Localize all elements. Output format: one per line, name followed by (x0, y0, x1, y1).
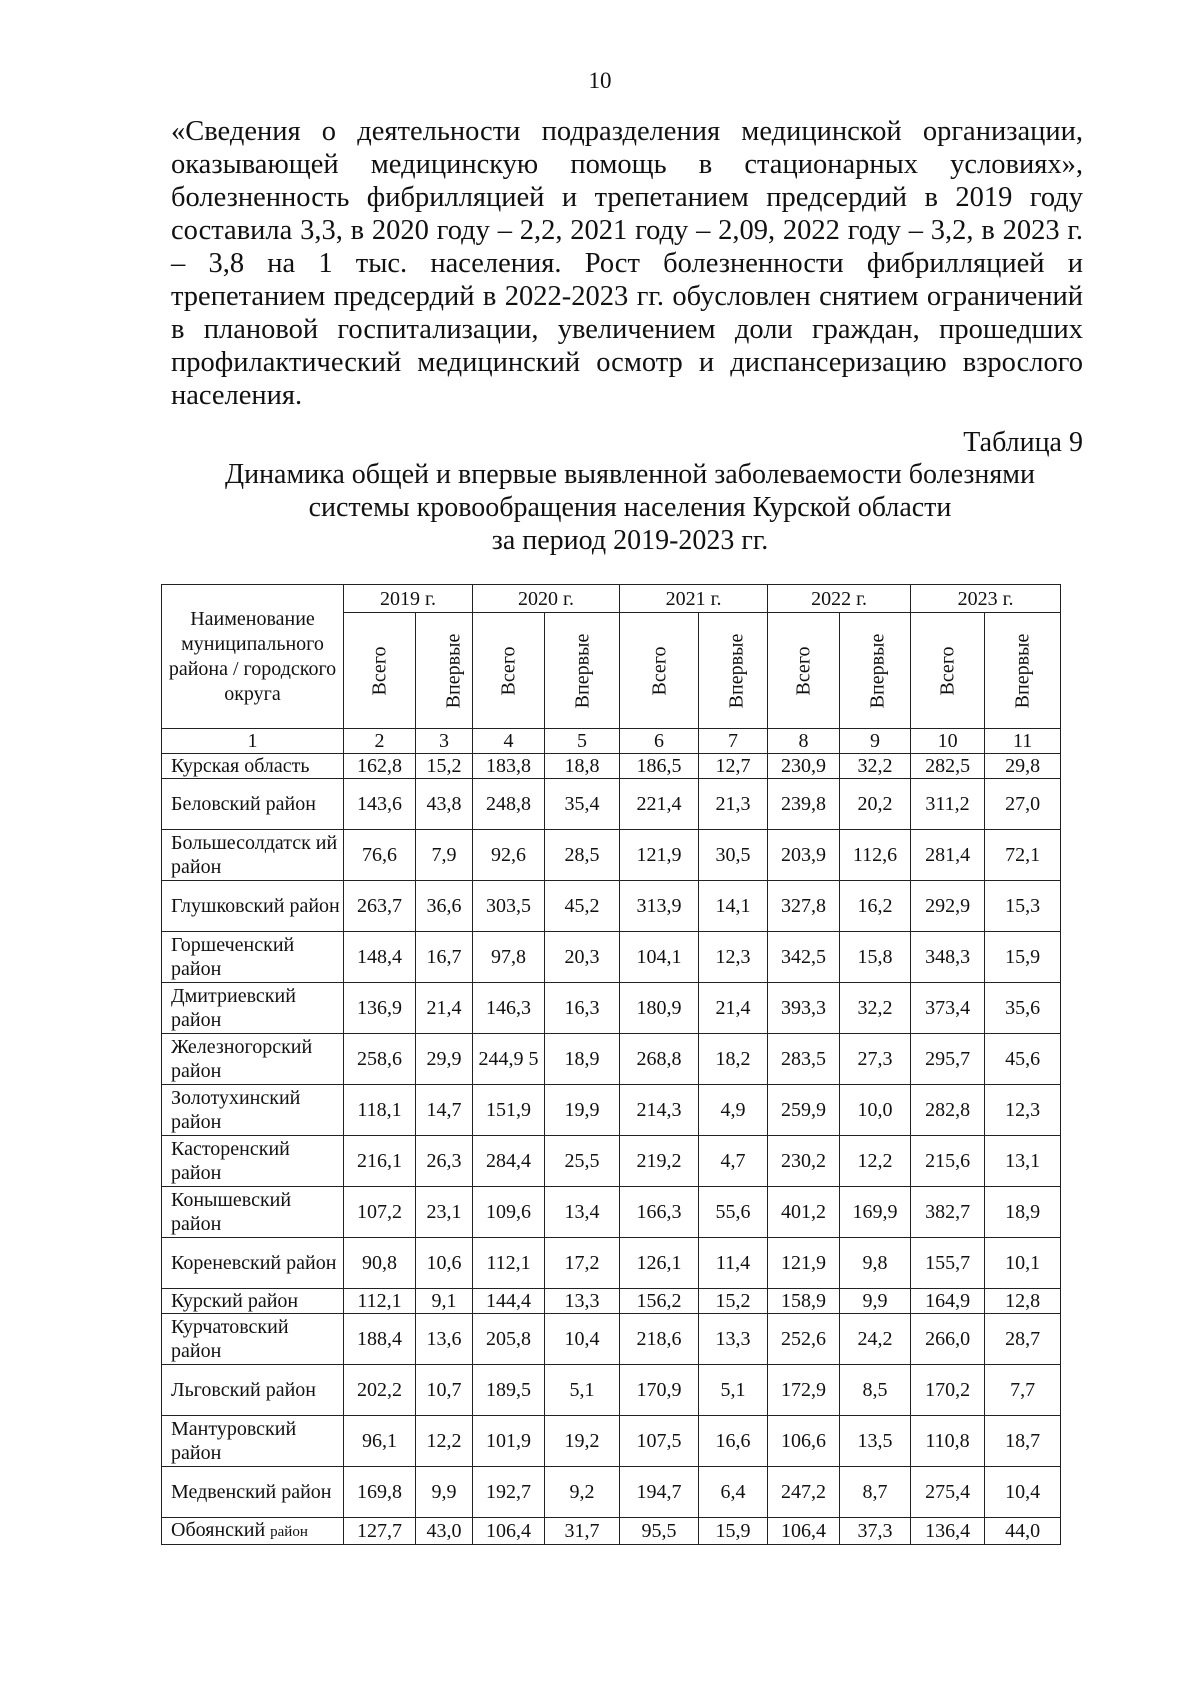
municipality-name (162, 1136, 344, 1187)
table-row (162, 1187, 1061, 1238)
value-total: 170,2 (911, 1365, 985, 1416)
value-total: 230,9 (768, 754, 840, 779)
subheader-first: Впервые (545, 613, 620, 729)
value-total: 166,3 (620, 1187, 699, 1238)
value-first: 28,7 (985, 1314, 1061, 1365)
value-first: 16,7 (416, 932, 473, 983)
municipality-name-text: Курская область (171, 755, 310, 777)
value-total: 216,1 (344, 1136, 416, 1187)
value-total: 146,3 (473, 983, 545, 1034)
value-first: 12,2 (840, 1136, 911, 1187)
value-total: 192,7 (473, 1467, 545, 1518)
value-first: 20,3 (545, 932, 620, 983)
value-total: 109,6 (473, 1187, 545, 1238)
value-total: 248,8 (473, 779, 545, 830)
value-first: 35,6 (985, 983, 1061, 1034)
value-first: 15,8 (840, 932, 911, 983)
value-total: 143,6 (344, 779, 416, 830)
municipality-name (162, 1467, 344, 1518)
value-total: 183,8 (473, 754, 545, 779)
value-total: 180,9 (620, 983, 699, 1034)
table-body (162, 754, 1061, 1545)
municipality-name (162, 1416, 344, 1467)
value-total: 203,9 (768, 830, 840, 881)
value-first: 8,5 (840, 1365, 911, 1416)
value-first: 10,0 (840, 1085, 911, 1136)
year-header: 2023 г. (911, 585, 1061, 613)
value-first: 19,9 (545, 1085, 620, 1136)
value-first: 8,7 (840, 1467, 911, 1518)
municipality-name-text: Курчатовский район (171, 1316, 289, 1362)
year-header: 2021 г. (620, 585, 768, 613)
value-total: 295,7 (911, 1034, 985, 1085)
table-row (162, 1289, 1061, 1314)
value-total: 221,4 (620, 779, 699, 830)
municipality-name (162, 983, 344, 1034)
municipality-name (162, 1085, 344, 1136)
value-first: 11,4 (699, 1238, 768, 1289)
value-total: 148,4 (344, 932, 416, 983)
value-first: 44,0 (985, 1518, 1061, 1545)
value-total: 188,4 (344, 1314, 416, 1365)
value-first: 32,2 (840, 754, 911, 779)
column-number-row (162, 729, 1061, 754)
municipality-name (162, 1034, 344, 1085)
value-first: 13,1 (985, 1136, 1061, 1187)
value-first: 13,5 (840, 1416, 911, 1467)
value-total: 401,2 (768, 1187, 840, 1238)
subheader-first: Впервые (985, 613, 1061, 729)
municipality-name-text: Конышевский район (171, 1189, 292, 1235)
value-total: 126,1 (620, 1238, 699, 1289)
value-total: 144,4 (473, 1289, 545, 1314)
municipality-name-text: Медвенский район (171, 1481, 332, 1503)
value-first: 45,2 (545, 881, 620, 932)
value-total: 252,6 (768, 1314, 840, 1365)
body-paragraph: «Сведения о деятельности подразделения медицинской организации, оказывающей медицинскую помощь в стационарных условиях», болезненность фибрилляцией и трепетанием предсердий в 2019 году составила 3,3, в 2020 году – 2,2, 2021 году – 2,09, 2022 году – 3,2, в 2023 г. – 3,8 на 1 тыс. населения. Рост болезненности фибрилляцией и трепетанием предсердий в 2022-2023 гг. обусловлен снятием ограничений в плановой госпитализации, увеличением доли граждан, прошедших профилактический медицинский осмотр и диспансеризацию взрослого населения. (171, 116, 1083, 411)
value-first: 30,5 (699, 830, 768, 881)
value-total: 110,8 (911, 1416, 985, 1467)
value-first: 15,2 (416, 754, 473, 779)
value-total: 247,2 (768, 1467, 840, 1518)
value-first: 43,8 (416, 779, 473, 830)
table-title-line: за период 2019-2023 гг. (491, 525, 769, 556)
value-first: 10,4 (545, 1314, 620, 1365)
value-total: 156,2 (620, 1289, 699, 1314)
value-first: 14,7 (416, 1085, 473, 1136)
municipality-name (162, 830, 344, 881)
value-first: 12,7 (699, 754, 768, 779)
value-first: 13,3 (545, 1289, 620, 1314)
value-total: 106,4 (768, 1518, 840, 1545)
value-total: 327,8 (768, 881, 840, 932)
value-first: 72,1 (985, 830, 1061, 881)
subheader-total: Всего (768, 613, 840, 729)
table-title (140, 458, 1120, 557)
municipality-header: Наименование муниципального района / городского округа (162, 585, 344, 729)
value-total: 170,9 (620, 1365, 699, 1416)
municipality-name-text: Обоянский (171, 1519, 266, 1541)
value-total: 186,5 (620, 754, 699, 779)
value-first: 12,3 (699, 932, 768, 983)
morbidity-table (161, 584, 1061, 1545)
value-first: 10,7 (416, 1365, 473, 1416)
value-total: 275,4 (911, 1467, 985, 1518)
value-total: 106,4 (473, 1518, 545, 1545)
value-total: 107,2 (344, 1187, 416, 1238)
value-first: 10,1 (985, 1238, 1061, 1289)
value-first: 4,7 (699, 1136, 768, 1187)
value-total: 136,4 (911, 1518, 985, 1545)
value-first: 7,7 (985, 1365, 1061, 1416)
value-first: 27,3 (840, 1034, 911, 1085)
table-row (162, 1365, 1061, 1416)
municipality-name (162, 1238, 344, 1289)
value-first: 21,4 (699, 983, 768, 1034)
value-first: 29,8 (985, 754, 1061, 779)
value-total: 101,9 (473, 1416, 545, 1467)
value-total: 118,1 (344, 1085, 416, 1136)
municipality-name-text: Курский район (171, 1290, 299, 1312)
value-first: 32,2 (840, 983, 911, 1034)
value-first: 20,2 (840, 779, 911, 830)
value-total: 172,9 (768, 1365, 840, 1416)
value-total: 162,8 (344, 754, 416, 779)
value-first: 169,9 (840, 1187, 911, 1238)
value-total: 112,1 (473, 1238, 545, 1289)
value-first: 21,3 (699, 779, 768, 830)
value-total: 244,9 5 (473, 1034, 545, 1085)
value-total: 342,5 (768, 932, 840, 983)
value-first: 18,8 (545, 754, 620, 779)
value-total: 282,5 (911, 754, 985, 779)
column-number: 4 (473, 729, 545, 754)
municipality-name (162, 881, 344, 932)
table-title-line: системы кровообращения населения Курской области (308, 492, 952, 523)
value-total: 151,9 (473, 1085, 545, 1136)
value-total: 169,8 (344, 1467, 416, 1518)
column-number: 5 (545, 729, 620, 754)
value-first: 4,9 (699, 1085, 768, 1136)
year-header: 2020 г. (473, 585, 620, 613)
municipality-name-suffix: район (270, 1524, 308, 1540)
value-first: 10,4 (985, 1467, 1061, 1518)
municipality-name (162, 754, 344, 779)
year-header: 2019 г. (344, 585, 473, 613)
table-row (162, 1518, 1061, 1545)
value-first: 15,3 (985, 881, 1061, 932)
value-total: 104,1 (620, 932, 699, 983)
value-total: 259,9 (768, 1085, 840, 1136)
value-first: 37,3 (840, 1518, 911, 1545)
value-first: 7,9 (416, 830, 473, 881)
value-total: 189,5 (473, 1365, 545, 1416)
municipality-name (162, 1187, 344, 1238)
value-first: 13,3 (699, 1314, 768, 1365)
value-total: 90,8 (344, 1238, 416, 1289)
table-row (162, 1416, 1061, 1467)
municipality-name (162, 932, 344, 983)
subheader-total: Всего (620, 613, 699, 729)
subheader-first: Впервые (416, 613, 473, 729)
value-first: 31,7 (545, 1518, 620, 1545)
value-first: 17,2 (545, 1238, 620, 1289)
value-first: 28,5 (545, 830, 620, 881)
table-row (162, 779, 1061, 830)
value-total: 266,0 (911, 1314, 985, 1365)
year-header-row (162, 585, 1061, 613)
subheader-total: Всего (911, 613, 985, 729)
value-first: 26,3 (416, 1136, 473, 1187)
value-first: 16,2 (840, 881, 911, 932)
value-first: 12,8 (985, 1289, 1061, 1314)
subheader-total: Всего (344, 613, 416, 729)
table-title-line: Динамика общей и впервые выявленной заболеваемости болезнями (224, 459, 1035, 490)
value-total: 382,7 (911, 1187, 985, 1238)
municipality-name-text: Беловский район (171, 793, 316, 815)
table-row (162, 881, 1061, 932)
value-total: 95,5 (620, 1518, 699, 1545)
municipality-name-text: Горшеченский район (171, 934, 295, 980)
table-row (162, 1136, 1061, 1187)
table-row (162, 754, 1061, 779)
value-total: 106,6 (768, 1416, 840, 1467)
municipality-name-text: Глушковский район (171, 895, 340, 917)
page-number: 10 (588, 68, 612, 93)
value-first: 36,6 (416, 881, 473, 932)
value-total: 158,9 (768, 1289, 840, 1314)
value-total: 107,5 (620, 1416, 699, 1467)
value-total: 121,9 (768, 1238, 840, 1289)
value-first: 18,2 (699, 1034, 768, 1085)
value-total: 393,3 (768, 983, 840, 1034)
value-total: 164,9 (911, 1289, 985, 1314)
value-total: 348,3 (911, 932, 985, 983)
value-total: 268,8 (620, 1034, 699, 1085)
value-total: 155,7 (911, 1238, 985, 1289)
subheader-first: Впервые (840, 613, 911, 729)
value-first: 9,8 (840, 1238, 911, 1289)
value-first: 9,2 (545, 1467, 620, 1518)
value-total: 281,4 (911, 830, 985, 881)
value-first: 27,0 (985, 779, 1061, 830)
value-first: 13,4 (545, 1187, 620, 1238)
table-row (162, 1467, 1061, 1518)
subheader-first: Впервые (699, 613, 768, 729)
value-total: 239,8 (768, 779, 840, 830)
table-label: Таблица 9 (963, 427, 1083, 458)
column-number: 7 (699, 729, 768, 754)
municipality-name (162, 1314, 344, 1365)
municipality-name (162, 1518, 344, 1545)
value-first: 21,4 (416, 983, 473, 1034)
table-row (162, 1085, 1061, 1136)
value-total: 76,6 (344, 830, 416, 881)
value-first: 15,9 (699, 1518, 768, 1545)
value-total: 92,6 (473, 830, 545, 881)
value-first: 10,6 (416, 1238, 473, 1289)
table-row (162, 1314, 1061, 1365)
municipality-name (162, 779, 344, 830)
value-first: 112,6 (840, 830, 911, 881)
value-total: 282,8 (911, 1085, 985, 1136)
value-first: 16,3 (545, 983, 620, 1034)
value-first: 25,5 (545, 1136, 620, 1187)
value-total: 96,1 (344, 1416, 416, 1467)
value-first: 5,1 (699, 1365, 768, 1416)
column-number: 2 (344, 729, 416, 754)
value-first: 12,3 (985, 1085, 1061, 1136)
value-total: 218,6 (620, 1314, 699, 1365)
value-first: 13,6 (416, 1314, 473, 1365)
value-first: 55,6 (699, 1187, 768, 1238)
table-row (162, 983, 1061, 1034)
value-first: 18,9 (985, 1187, 1061, 1238)
municipality-name (162, 1365, 344, 1416)
value-total: 373,4 (911, 983, 985, 1034)
subheader-total: Всего (473, 613, 545, 729)
column-number: 3 (416, 729, 473, 754)
municipality-name-text: Железногорский район (171, 1036, 313, 1082)
value-total: 311,2 (911, 779, 985, 830)
value-first: 6,4 (699, 1467, 768, 1518)
column-number: 1 (162, 729, 344, 754)
value-first: 24,2 (840, 1314, 911, 1365)
value-first: 16,6 (699, 1416, 768, 1467)
value-first: 9,9 (840, 1289, 911, 1314)
value-total: 284,4 (473, 1136, 545, 1187)
value-total: 303,5 (473, 881, 545, 932)
municipality-name-text: Мантуровский район (171, 1418, 297, 1464)
value-first: 9,9 (416, 1467, 473, 1518)
value-total: 205,8 (473, 1314, 545, 1365)
value-first: 15,2 (699, 1289, 768, 1314)
column-number: 9 (840, 729, 911, 754)
value-first: 35,4 (545, 779, 620, 830)
value-total: 194,7 (620, 1467, 699, 1518)
value-total: 258,6 (344, 1034, 416, 1085)
value-total: 214,3 (620, 1085, 699, 1136)
municipality-name (162, 1289, 344, 1314)
municipality-name-text: Кореневский район (171, 1252, 337, 1274)
column-number: 10 (911, 729, 985, 754)
value-first: 43,0 (416, 1518, 473, 1545)
table-row (162, 830, 1061, 881)
value-total: 283,5 (768, 1034, 840, 1085)
value-total: 202,2 (344, 1365, 416, 1416)
year-header: 2022 г. (768, 585, 911, 613)
value-first: 12,2 (416, 1416, 473, 1467)
value-first: 19,2 (545, 1416, 620, 1467)
value-first: 18,7 (985, 1416, 1061, 1467)
value-first: 14,1 (699, 881, 768, 932)
value-first: 29,9 (416, 1034, 473, 1085)
municipality-name-text: Большесолдатск ий район (171, 832, 338, 878)
value-first: 15,9 (985, 932, 1061, 983)
value-total: 230,2 (768, 1136, 840, 1187)
column-number: 8 (768, 729, 840, 754)
table-row (162, 932, 1061, 983)
value-total: 136,9 (344, 983, 416, 1034)
value-total: 292,9 (911, 881, 985, 932)
municipality-name-text: Золотухинский район (171, 1087, 301, 1133)
value-first: 9,1 (416, 1289, 473, 1314)
value-total: 121,9 (620, 830, 699, 881)
value-total: 127,7 (344, 1518, 416, 1545)
value-first: 18,9 (545, 1034, 620, 1085)
value-total: 112,1 (344, 1289, 416, 1314)
table-row (162, 1034, 1061, 1085)
value-total: 97,8 (473, 932, 545, 983)
value-total: 219,2 (620, 1136, 699, 1187)
municipality-name-text: Касторенский район (171, 1138, 290, 1184)
column-number: 6 (620, 729, 699, 754)
value-total: 263,7 (344, 881, 416, 932)
value-first: 45,6 (985, 1034, 1061, 1085)
column-number: 11 (985, 729, 1061, 754)
value-first: 23,1 (416, 1187, 473, 1238)
value-total: 215,6 (911, 1136, 985, 1187)
municipality-name-text: Льговский район (171, 1379, 316, 1401)
value-first: 5,1 (545, 1365, 620, 1416)
table-row (162, 1238, 1061, 1289)
municipality-name-text: Дмитриевский район (171, 985, 296, 1031)
value-total: 313,9 (620, 881, 699, 932)
